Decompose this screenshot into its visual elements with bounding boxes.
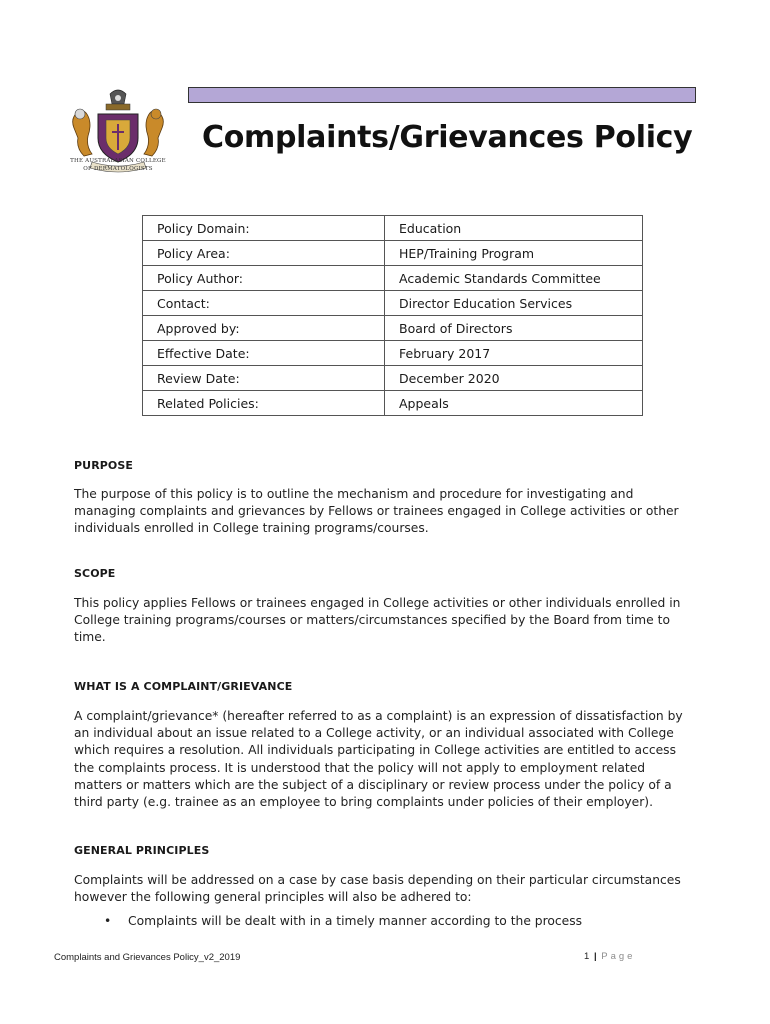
meta-value: Board of Directors xyxy=(385,316,643,341)
meta-label: Review Date: xyxy=(143,366,385,391)
what-is-complaint-heading: WHAT IS A COMPLAINT/GRIEVANCE xyxy=(74,680,293,693)
page-separator: | xyxy=(593,951,597,962)
meta-label: Contact: xyxy=(143,291,385,316)
bullet-text: Complaints will be dealt with in a timely manner according to the process xyxy=(128,914,583,928)
table-row xyxy=(143,266,643,291)
purpose-text xyxy=(74,486,700,538)
scope-text xyxy=(74,595,700,647)
meta-value: HEP/Training Program xyxy=(385,241,643,266)
scope-heading: SCOPE xyxy=(74,567,116,580)
meta-value: Appeals xyxy=(385,391,643,416)
text-line: however the following general principles will also be adhered to: xyxy=(74,890,472,905)
header-color-bar xyxy=(188,87,696,103)
meta-label: Policy Author: xyxy=(143,266,385,291)
text-line: the complaints process. It is understood that the policy will not apply to employment related xyxy=(74,760,646,775)
logo-caption-line2: OF DERMATOLOGISTS xyxy=(83,166,153,172)
meta-value: Director Education Services xyxy=(385,291,643,316)
text-line: an individual about an issue related to a College activity, or an individual associated with College xyxy=(74,726,674,741)
meta-value: December 2020 xyxy=(385,366,643,391)
page-number: 1 xyxy=(584,951,590,962)
logo-caption xyxy=(66,157,170,173)
bullet-item xyxy=(104,914,582,928)
page-title: Complaints/Grievances Policy xyxy=(202,120,693,155)
table-row xyxy=(143,366,643,391)
footer-page-indicator xyxy=(584,951,635,962)
meta-label: Effective Date: xyxy=(143,341,385,366)
table-row xyxy=(143,316,643,341)
general-principles-heading: GENERAL PRINCIPLES xyxy=(74,844,210,857)
meta-label: Policy Area: xyxy=(143,241,385,266)
meta-label: Policy Domain: xyxy=(143,216,385,241)
table-row xyxy=(143,241,643,266)
policy-metadata-table xyxy=(142,215,643,416)
general-principles-text xyxy=(74,872,700,906)
table-row xyxy=(143,341,643,366)
meta-value: Education xyxy=(385,216,643,241)
logo-caption-line1: THE AUSTRALASIAN COLLEGE xyxy=(70,158,166,164)
text-line: time. xyxy=(74,630,106,645)
text-line: which requires a resolution. All individuals participating in College activities are entitled to access xyxy=(74,743,676,758)
text-line: The purpose of this policy is to outline the mechanism and procedure for investigating and xyxy=(74,487,634,501)
text-line: This policy applies Fellows or trainees engaged in College activities or other individuals enrolled in xyxy=(74,596,681,610)
table-row xyxy=(143,216,643,241)
meta-value: Academic Standards Committee xyxy=(385,266,643,291)
what-is-complaint-text xyxy=(74,708,700,811)
meta-label: Related Policies: xyxy=(143,391,385,416)
table-row xyxy=(143,391,643,416)
purpose-heading: PURPOSE xyxy=(74,459,134,472)
meta-label: Approved by: xyxy=(143,316,385,341)
text-line: College training programs/courses or matters/circumstances specified by the Board from time to xyxy=(74,613,670,628)
text-line: Complaints will be addressed on a case by case basis depending on their particular circumstances xyxy=(74,873,681,887)
text-line: A complaint/grievance* (hereafter referred to as a complaint) is an expression of dissatisfaction by xyxy=(74,709,683,723)
bullet-icon: • xyxy=(104,914,112,928)
text-line: third party (e.g. trainee as an employee to bring complaints under policies of their employer). xyxy=(74,795,654,810)
text-line: matters or matters which are the subject of a disciplinary or review process under the policy of a xyxy=(74,777,672,792)
text-line: managing complaints and grievances by Fellows or trainees engaged in College activities or other xyxy=(74,504,679,519)
table-row xyxy=(143,291,643,316)
footer-document-name: Complaints and Grievances Policy_v2_2019 xyxy=(54,952,241,963)
text-line: individuals enrolled in College training programs/courses. xyxy=(74,521,429,536)
page-word: Page xyxy=(601,951,636,962)
meta-value: February 2017 xyxy=(385,341,643,366)
